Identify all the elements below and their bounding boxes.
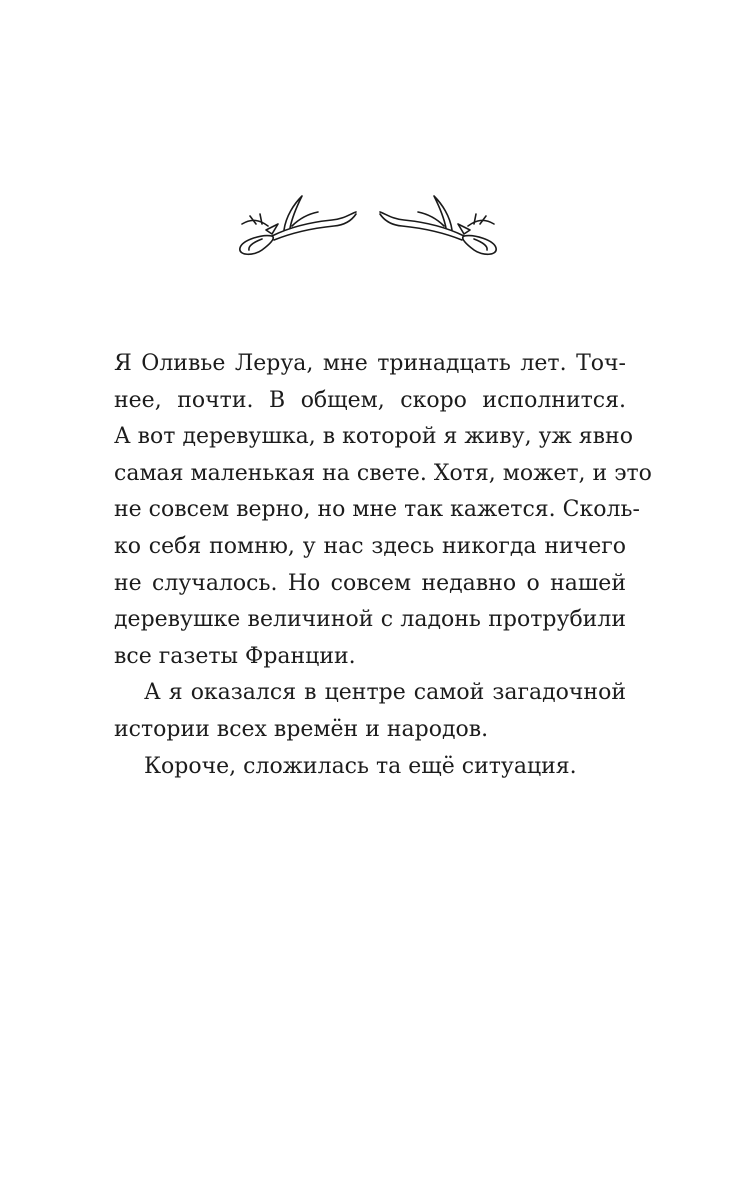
flourish-left	[240, 196, 356, 254]
flourish-right	[380, 196, 496, 254]
body-text	[114, 346, 652, 785]
text-line: А я оказался в центре самой загадочной	[144, 680, 626, 706]
text-line: Я Оливье Леруа, мне тринадцать лет. Точ-	[114, 351, 626, 376]
paragraph-1	[114, 346, 652, 675]
text-line: самая маленькая на свете. Хотя, может, и это	[114, 460, 652, 486]
text-line: ко себя помню, у нас здесь никогда ничего	[114, 533, 626, 559]
text-line: не случалось. Но совсем недавно о нашей	[114, 570, 626, 596]
text-line: не совсем верно, но мне так кажется. Сколь-	[114, 497, 640, 523]
paragraph-3	[114, 749, 626, 786]
text-line: все газеты Франции.	[114, 643, 356, 669]
text-line: А вот деревушка, в которой я живу, уж явно	[114, 424, 633, 450]
text-line: Короче, сложилась та ещё ситуация.	[144, 753, 577, 779]
text-line: деревушке величиной с ладонь протрубили	[114, 607, 626, 633]
decorative-flourish-icon	[232, 190, 504, 260]
paragraph-2	[114, 675, 626, 748]
text-line: нее, почти. В общем, скоро исполнится.	[114, 387, 626, 413]
text-line: истории всех времён и народов.	[114, 716, 489, 742]
